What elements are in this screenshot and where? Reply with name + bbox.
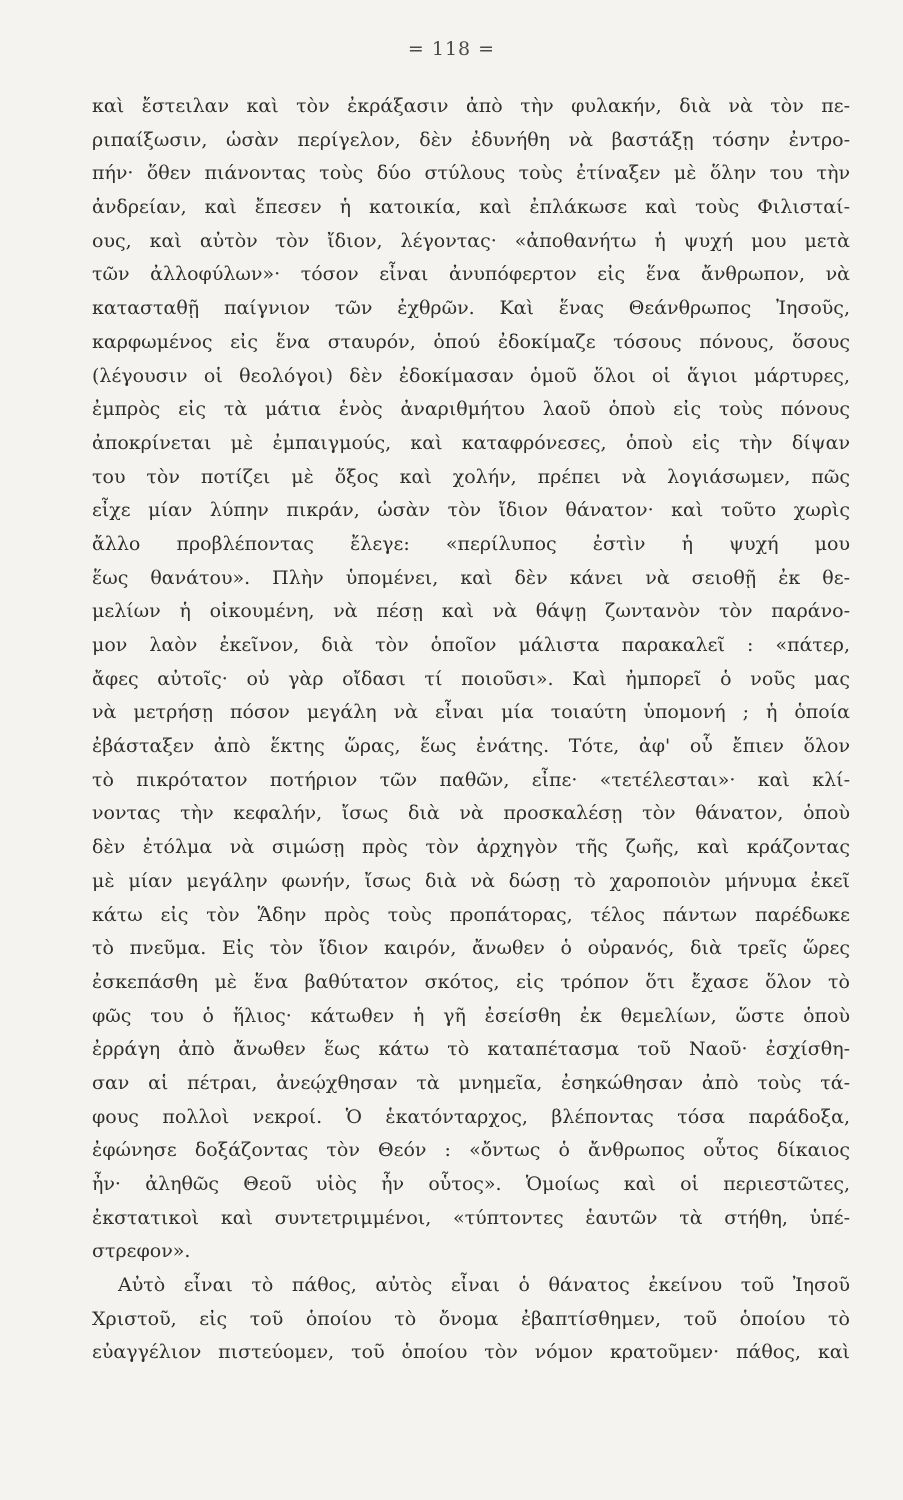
text-line: κάτω εἰς τὸν Ἅδην πρὸς τοὺς προπάτορας, τέλος πάντων παρέδωκε [92, 903, 850, 926]
text-line: ους, καὶ αὐτὸν τὸν ἴδιον, λέγοντας· «ἀποθανήτω ἡ ψυχή μου μετὰ [92, 229, 850, 252]
text-line: μον λαὸν ἐκεῖνον, διὰ τὸν ὁποῖον μάλιστα παρακαλεῖ : «πάτερ, [92, 634, 850, 656]
text-line: καρφωμένος εἰς ἕνα σταυρόν, ὁπού ἐδοκίμαζε τόσους πόνους, ὅσους [92, 330, 850, 353]
body-text [92, 90, 850, 1370]
text-line: Αὐτὸ εἶναι τὸ πάθος, αὐτὸς εἶναι ὁ θάνατος ἐκείνου τοῦ Ἰησοῦ [118, 1274, 850, 1297]
text-line: ἄλλο προβλέποντας ἔλεγε: «περίλυπος ἐστὶν ἡ ψυχή μου [92, 532, 850, 555]
text-line: ἀποκρίνεται μὲ ἐμπαιγμούς, καὶ καταφρόνεσες, ὁποὺ εἰς τὴν δίψαν [92, 431, 850, 454]
text-line: μὲ μίαν μεγάλην φωνήν, ἴσως διὰ νὰ δώσῃ τὸ χαροποιὸν μήνυμα ἐκεῖ [92, 869, 850, 892]
text-line: ἐφώνησε δοξάζοντας τὸν Θεόν : «ὄντως ὁ ἄνθρωπος οὗτος δίκαιος [92, 1139, 850, 1162]
text-line: ἀνδρείαν, καὶ ἔπεσεν ἡ κατοικία, καὶ ἐπλάκωσε καὶ τοὺς Φιλισταί- [92, 196, 850, 219]
text-line: μελίων ἡ οἰκουμένη, νὰ πέσῃ καὶ νὰ θάψῃ ζωντανὸν τὸν παράνο- [92, 600, 850, 623]
text-line: εὐαγγέλιον πιστεύομεν, τοῦ ὁποίου τὸν νόμον κρατοῦμεν· πάθος, καὶ [92, 1341, 850, 1364]
text-line: ἄφες αὐτοῖς· οὐ γὰρ οἴδασι τί ποιοῦσι». Καὶ ἠμπορεῖ ὁ νοῦς μας [92, 667, 850, 690]
text-line: ἐκστατικοὶ καὶ συντετριμμένοι, «τύπτοντες ἑαυτῶν τὰ στήθη, ὑπέ- [92, 1206, 850, 1229]
text-line: τῶν ἀλλοφύλων»· τόσον εἶναι ἀνυπόφερτον εἰς ἕνα ἄνθρωπον, νὰ [92, 263, 850, 286]
text-line: ἐβάσταξεν ἀπὸ ἕκτης ὥρας, ἕως ἐνάτης. Τότε, ἀφ' οὗ ἔπιεν ὅλον [92, 735, 850, 758]
text-line: σαν αἱ πέτραι, ἀνεῴχθησαν τὰ μνημεῖα, ἐσηκώθησαν ἀπὸ τοὺς τά- [92, 1071, 850, 1094]
text-line: του τὸν ποτίζει μὲ ὄξος καὶ χολήν, πρέπει νὰ λογιάσωμεν, πῶς [92, 465, 850, 488]
text-line: ριπαίξωσιν, ὡσὰν περίγελον, δὲν ἐδυνήθη νὰ βαστάξῃ τόσην ἐντρο- [92, 128, 850, 151]
text-line: ἐσκεπάσθη μὲ ἕνα βαθύτατον σκότος, εἰς τρόπον ὅτι ἔχασε ὅλον τὸ [92, 970, 850, 993]
text-line: στρεφον». [92, 1240, 191, 1263]
text-line: τὸ πικρότατον ποτήριον τῶν παθῶν, εἶπε· «τετέλεσται»· καὶ κλί- [92, 768, 850, 791]
text-line: φῶς του ὁ ἥλιος· κάτωθεν ἡ γῆ ἐσείσθη ἐκ θεμελίων, ὥστε ὁποὺ [92, 1004, 850, 1027]
text-line: νοντας τὴν κεφαλήν, ἴσως διὰ νὰ προσκαλέσῃ τὸν θάνατον, ὁποὺ [92, 802, 850, 825]
text-line: δὲν ἐτόλμα νὰ σιμώσῃ πρὸς τὸν ἀρχηγὸν τῆς ζωῆς, καὶ κράζοντας [92, 836, 850, 859]
text-line: ἦν· ἀληθῶς Θεοῦ υἱὸς ἦν οὗτος». Ὁμοίως καὶ οἱ περιεστῶτες, [92, 1173, 850, 1195]
text-line: πήν· ὅθεν πιάνοντας τοὺς δύο στύλους τοὺς ἐτίναξεν μὲ ὅλην του τὴν [92, 162, 850, 185]
text-line: κατασταθῇ παίγνιον τῶν ἐχθρῶν. Καὶ ἕνας Θεάνθρωπος Ἰησοῦς, [92, 297, 850, 320]
text-line: Χριστοῦ, εἰς τοῦ ὁποίου τὸ ὄνομα ἐβαπτίσθημεν, τοῦ ὁποίου τὸ [92, 1307, 850, 1330]
text-line: φους πολλοὶ νεκροί. Ὁ ἑκατόνταρχος, βλέποντας τόσα παράδοξα, [92, 1105, 850, 1128]
text-line: ἕως θανάτου». Πλὴν ὑπομένει, καὶ δὲν κάνει νὰ σειοθῇ ἐκ θε- [92, 566, 850, 589]
text-line: ἐμπρὸς εἰς τὰ μάτια ἑνὸς ἀναριθμήτου λαοῦ ὁποὺ εἰς τοὺς πόνους [92, 398, 850, 421]
text-line: ἐρράγη ἀπὸ ἄνωθεν ἕως κάτω τὸ καταπέτασμα τοῦ Ναοῦ· ἐσχίσθη- [92, 1038, 850, 1061]
text-line: (λέγουσιν οἱ θεολόγοι) δὲν ἐδοκίμασαν ὁμοῦ ὅλοι οἱ ἅγιοι μάρτυρες, [92, 364, 850, 387]
text-line: καὶ ἔστειλαν καὶ τὸν ἐκράξασιν ἀπὸ τὴν φυλακήν, διὰ νὰ τὸν πε- [92, 95, 850, 117]
text-line: νὰ μετρήσῃ πόσον μεγάλη νὰ εἶναι μία τοιαύτη ὑπομονή ; ἡ ὁποία [92, 701, 850, 724]
text-line: τὸ πνεῦμα. Εἰς τὸν ἴδιον καιρόν, ἄνωθεν ὁ οὐρανός, διὰ τρεῖς ὥρες [92, 937, 850, 960]
text-line: εἶχε μίαν λύπην πικράν, ὡσὰν τὸν ἴδιον θάνατον· καὶ τοῦτο χωρὶς [92, 499, 850, 522]
page-number-header: = 118 = [407, 38, 496, 60]
